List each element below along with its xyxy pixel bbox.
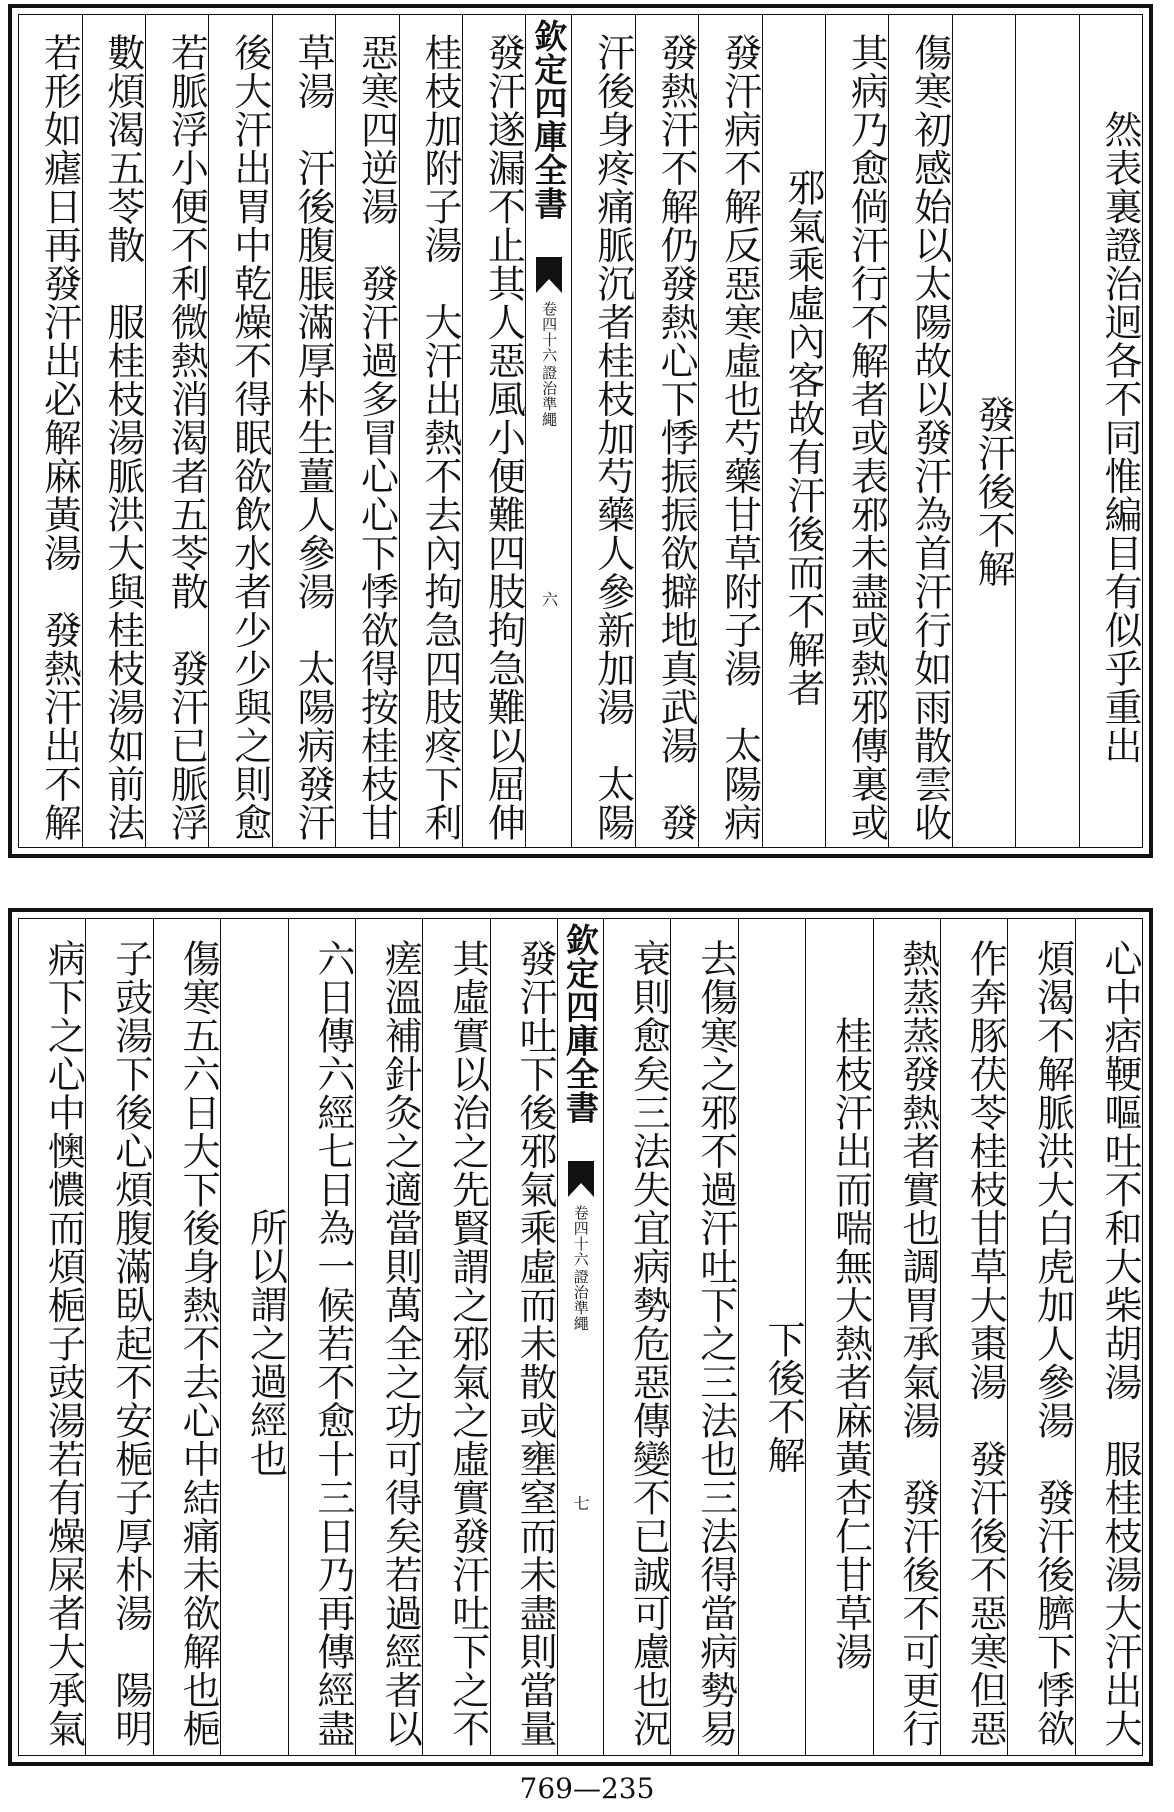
fold-chapter: 卷四十六 [571, 1205, 590, 1267]
text-column: 其虛實以治之先賢謂之邪氣之虛實發汗吐下之不 [422, 919, 489, 1755]
text-column: 瘥溫補針灸之適當則萬全之功可得矣若過經者以 [355, 919, 422, 1755]
text-column: 心中痞鞕嘔吐不和大柴胡湯 服桂枝湯大汗出大 [1075, 919, 1142, 1755]
fold-subtitle [541, 301, 558, 501]
text-column: 子豉湯下後心煩腹滿臥起不安梔子厚朴湯 陽明 [85, 919, 152, 1755]
text-column: 惡寒四逆湯 發汗過多冒心心下悸欲得按桂枝甘 [335, 15, 398, 847]
fold-book-title: 欽定四庫全書 [561, 923, 600, 1124]
text-column: 傷寒初感始以太陽故以發汗為首汗行如雨散雲收 [888, 15, 951, 847]
lower-book-page [8, 908, 1153, 1766]
fold-leaf-number: 六 [539, 591, 559, 608]
text-column: 數煩渴五苓散 服桂枝湯脈洪大與桂枝湯如前法 [82, 15, 145, 847]
text-column: 作奔豚茯苓桂枝甘草大棗湯 發汗後不惡寒但惡 [940, 919, 1007, 1755]
text-column: 若脈浮小便不利微熱消渴者五苓散 發汗已脈浮 [145, 15, 208, 847]
text-column: 六日傳六經七日為一候若不愈十三日乃再傳經盡 [288, 919, 355, 1755]
fold-work-title: 證治準繩 [571, 1269, 590, 1331]
text-column: 桂枝加附子湯 大汗出熱不去內拘急四肢疼下利 [399, 15, 462, 847]
upper-page-frame [18, 14, 1143, 848]
fishtail-mark-icon [566, 1159, 596, 1199]
text-column: 後大汗出胃中乾燥不得眠欲飲水者少少與之則愈 [208, 15, 271, 847]
text-column: 發熱汗不解仍發熱心下悸振振欲擗地真武湯 發 [635, 15, 698, 847]
text-column: 桂枝汗出而喘無大熱者麻黃杏仁甘草湯 [805, 919, 872, 1755]
fold-subtitle [572, 1205, 589, 1405]
fishtail-mark-icon [534, 255, 564, 295]
text-column: 邪氣乘虛內客故有汗後而不解者 [762, 15, 825, 847]
text-column: 其病乃愈倘汗行不解者或表邪未盡或熱邪傳裏或 [825, 15, 888, 847]
upper-book-page [8, 4, 1153, 858]
text-column: 然表裏證治迥各不同惟編目有似乎重出 [1079, 15, 1142, 847]
text-column: 煩渴不解脈洪大白虎加人參湯 發汗後臍下悸欲 [1007, 919, 1074, 1755]
fold-center-strip [557, 919, 603, 1755]
text-column: 所以謂之過經也 [220, 919, 287, 1755]
fold-chapter: 卷四十六 [540, 301, 559, 363]
text-column: 草湯 汗後腹脹滿厚朴生薑人參湯 太陽病發汗 [272, 15, 335, 847]
fold-center-strip [525, 15, 571, 847]
section-heading: 發汗後不解 [952, 15, 1015, 847]
text-column: 汗後身疼痛脈沉者桂枝加芍藥人參新加湯 太陽 [571, 15, 634, 847]
volume-page-number: 769—235 [519, 1772, 655, 1805]
text-column: 傷寒五六日大下後身熱不去心中結痛未欲解也梔 [153, 919, 220, 1755]
lower-page-frame [18, 918, 1143, 1756]
section-heading: 下後不解 [738, 919, 805, 1755]
text-column: 病下之心中懊憹而煩梔子豉湯若有燥屎者大承氣 [41, 938, 86, 1748]
fold-work-title: 證治準繩 [540, 365, 559, 427]
fold-leaf-number: 七 [571, 1495, 591, 1512]
text-column [1015, 15, 1078, 847]
text-column: 若形如瘧日再發汗出必解麻黃湯 發熱汗出不解 [37, 32, 82, 842]
text-column: 發汗吐下後邪氣乘虛而未散或壅窒而未盡則當量 [490, 919, 557, 1755]
text-column: 發汗遂漏不止其人惡風小便難四肢拘急難以屈伸 [462, 15, 525, 847]
text-column: 發汗病不解反惡寒虛也芍藥甘草附子湯 太陽病 [698, 15, 761, 847]
text-column: 去傷寒之邪不過汗吐下之三法也三法得當病勢易 [670, 919, 737, 1755]
fold-book-title: 欽定四庫全書 [529, 19, 569, 220]
text-column: 衰則愈矣三法失宜病勢危惡傳變不已誠可慮也況 [603, 919, 670, 1755]
text-column: 熱蒸蒸發熱者實也調胃承氣湯 發汗後不可更行 [873, 919, 940, 1755]
